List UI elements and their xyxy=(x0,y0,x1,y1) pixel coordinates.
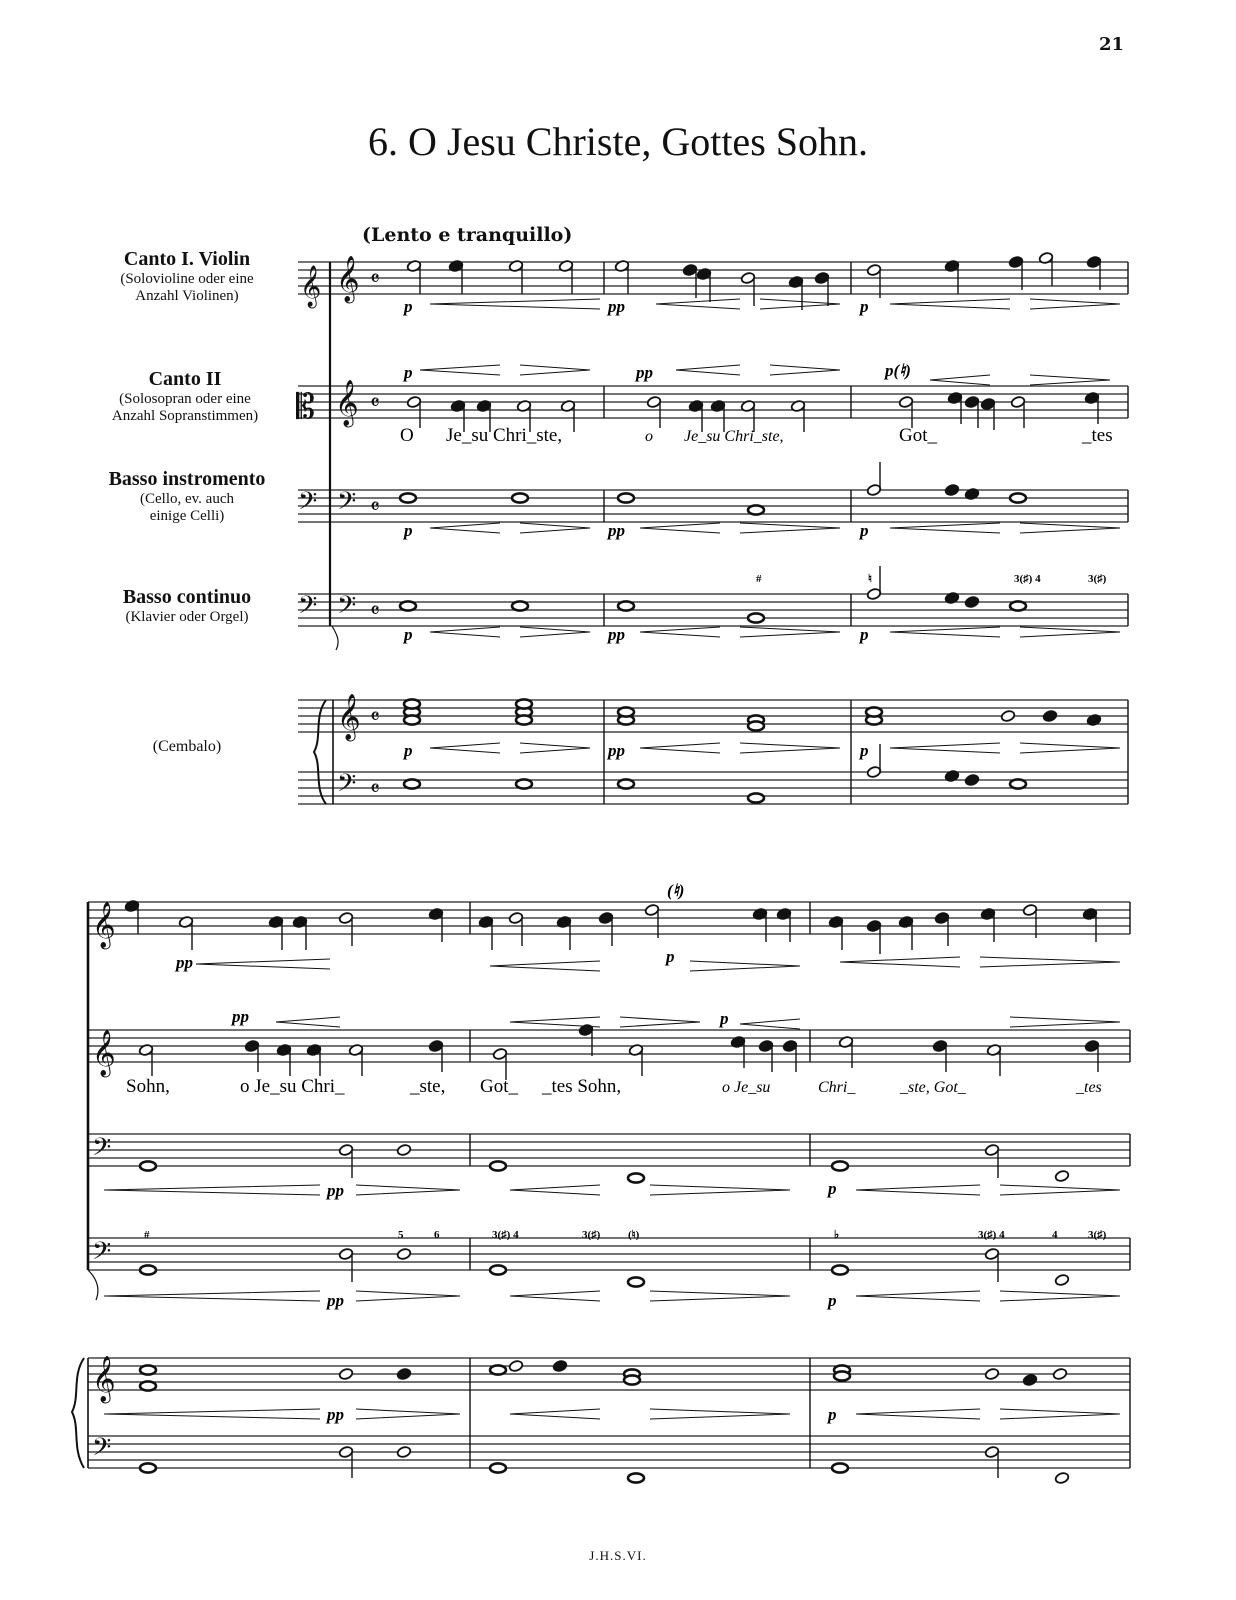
whole-note xyxy=(1010,779,1026,788)
dynamic-mark: pp xyxy=(232,1007,249,1026)
dynamic-mark: (♮) xyxy=(667,881,685,900)
hairpin xyxy=(856,1185,980,1195)
hairpin xyxy=(640,743,720,753)
whole-note xyxy=(140,1463,156,1472)
instrument-detail: (Klavier oder Orgel) xyxy=(125,609,249,625)
whole-note xyxy=(748,505,764,514)
dynamic-mark: p xyxy=(720,1009,729,1028)
note-head xyxy=(1000,710,1015,723)
common-time-icon: 𝄴 xyxy=(370,777,380,802)
lyric-syllable: Je_su Chri_ste, xyxy=(684,428,784,445)
hairpin xyxy=(1000,1291,1120,1301)
figured-bass: # xyxy=(144,1229,150,1241)
lyric-syllable: o Je_su Chri_ xyxy=(240,1076,345,1097)
bass-clef-icon: 𝄢 xyxy=(92,1433,112,1468)
hairpin xyxy=(740,1019,800,1029)
dynamic-mark: p xyxy=(666,947,675,966)
lyric-syllable: o Je_su xyxy=(722,1079,771,1096)
note-head xyxy=(1042,710,1057,723)
whole-note xyxy=(400,601,416,610)
note-head xyxy=(1022,1374,1037,1387)
instrument-name: Basso instromento xyxy=(108,468,266,490)
note-head xyxy=(1054,1170,1069,1183)
instrument-name: Canto II xyxy=(148,368,222,390)
alto-clef-icon: 𝄡 xyxy=(296,387,315,427)
figured-bass: 5 xyxy=(398,1229,404,1241)
dynamic-mark: pp xyxy=(608,521,625,540)
whole-note xyxy=(140,1161,156,1170)
treble-clef-icon: 𝄞 xyxy=(337,694,361,740)
lyric-syllable: _tes Sohn, xyxy=(542,1076,622,1097)
hairpin xyxy=(740,523,840,533)
whole-note xyxy=(748,793,764,802)
figured-bass: 3(♯) xyxy=(1088,1229,1107,1241)
hairpin xyxy=(770,365,840,375)
staff-lines xyxy=(88,262,1130,1468)
lyric-syllable: _ste, Got_ xyxy=(900,1079,966,1096)
note-head xyxy=(396,1446,411,1459)
hairpin xyxy=(430,523,500,533)
whole-note xyxy=(1010,601,1026,610)
note-head xyxy=(396,1248,411,1261)
lyric-syllable: O xyxy=(400,425,414,446)
dynamic-mark: p xyxy=(404,741,413,760)
hairpin xyxy=(520,365,590,375)
note-head xyxy=(944,484,959,497)
figured-bass: # xyxy=(756,573,762,585)
lyric-syllable: _ste, xyxy=(410,1076,446,1097)
dynamic-mark: p xyxy=(860,521,869,540)
figured-bass: 6 xyxy=(434,1229,440,1241)
bass-clef-icon: 𝄢 xyxy=(92,1237,112,1272)
hairpin xyxy=(890,627,1000,637)
whole-note xyxy=(490,1365,506,1374)
whole-note xyxy=(404,699,420,708)
instrument-detail: Anzahl Sopranstimmen) xyxy=(111,408,259,425)
common-time-icon: 𝄴 xyxy=(370,391,380,416)
dynamic-mark: p xyxy=(404,625,413,644)
hairpin xyxy=(650,1185,790,1195)
hairpin xyxy=(1020,743,1120,753)
hairpin xyxy=(490,961,600,971)
hairpin xyxy=(980,957,1120,967)
instrument-name: Basso continuo xyxy=(122,586,252,608)
figured-bass: 3(♯) 4 xyxy=(1014,573,1041,585)
instrument-name: Canto I. Violin xyxy=(123,248,251,270)
tempo-marking: (Lento e tranquillo) xyxy=(362,224,573,246)
hairpin xyxy=(740,627,840,637)
dynamic-mark: p(♮) xyxy=(885,361,911,380)
figured-bass: 3(♯) 4 xyxy=(492,1229,519,1241)
lyric-syllable: _tes xyxy=(1076,1079,1102,1096)
hairpin xyxy=(640,523,720,533)
lyric-syllable: _tes xyxy=(1082,425,1113,446)
hairpin xyxy=(430,743,500,753)
instrument-detail: Anzahl Violinen) xyxy=(135,288,239,305)
hairpin xyxy=(510,1291,600,1301)
hairpin xyxy=(1010,1017,1120,1027)
note-head xyxy=(964,596,979,609)
hairpin xyxy=(856,1409,980,1419)
whole-note xyxy=(140,1381,156,1390)
hairpin xyxy=(1000,1185,1120,1195)
whole-note xyxy=(748,613,764,622)
whole-note xyxy=(624,1375,640,1384)
dynamic-mark: p xyxy=(828,1179,837,1198)
hairpin xyxy=(104,1291,320,1301)
note-head xyxy=(1054,1472,1069,1485)
dynamic-mark: p xyxy=(828,1291,837,1310)
notation-marks xyxy=(72,252,1130,1485)
hairpin xyxy=(1030,299,1120,309)
whole-note xyxy=(140,1265,156,1274)
instrument-detail: (Solosopran oder eine xyxy=(119,391,251,407)
hairpin xyxy=(520,743,590,753)
whole-note xyxy=(618,601,634,610)
figured-bass: 3(♯) xyxy=(582,1229,601,1241)
hairpin xyxy=(640,627,720,637)
hairpin xyxy=(656,299,740,309)
whole-note xyxy=(748,721,764,730)
whole-note xyxy=(1010,493,1026,502)
instrument-detail: (Cello, ev. auch xyxy=(140,491,234,507)
treble-clef-icon: 𝄞 xyxy=(300,266,322,307)
lyric-syllable: Sohn, xyxy=(126,1076,170,1097)
hairpin xyxy=(1030,375,1110,385)
dynamic-mark: p xyxy=(860,297,869,316)
dynamic-mark: pp xyxy=(327,1405,344,1424)
whole-note xyxy=(834,1371,850,1380)
hairpin xyxy=(356,1291,460,1301)
treble-clef-icon: 𝄞 xyxy=(335,380,359,426)
instrument-detail: (Solovioline oder eine xyxy=(120,271,254,287)
dynamic-mark: p xyxy=(860,741,869,760)
figured-bass: 3(♯) xyxy=(1088,573,1107,585)
whole-note xyxy=(516,699,532,708)
dynamic-mark: pp xyxy=(608,741,625,760)
hairpin xyxy=(430,299,600,309)
whole-note xyxy=(832,1265,848,1274)
hairpin xyxy=(356,1185,460,1195)
note-head xyxy=(338,1368,353,1381)
lyric-syllable: Chri_ xyxy=(818,1079,856,1096)
bracket-hook xyxy=(332,626,338,650)
hairpin xyxy=(420,365,500,375)
dynamic-mark: pp xyxy=(608,297,625,316)
hairpin xyxy=(430,627,500,637)
hairpin xyxy=(840,957,960,967)
whole-note xyxy=(618,779,634,788)
treble-clef-icon: 𝄞 xyxy=(92,1030,116,1076)
dynamic-mark: p xyxy=(404,521,413,540)
hairpin xyxy=(520,523,590,533)
dynamic-mark: p xyxy=(860,625,869,644)
dynamic-mark: p xyxy=(404,297,413,316)
hairpin xyxy=(1020,627,1120,637)
dynamic-mark: pp xyxy=(327,1291,344,1310)
whole-note xyxy=(832,1161,848,1170)
dynamic-mark: p xyxy=(828,1405,837,1424)
bass-clef-icon: 𝄢 xyxy=(337,769,357,804)
hairpin xyxy=(1020,523,1120,533)
hairpin xyxy=(104,1409,320,1419)
figured-bass: (♮) xyxy=(628,1229,640,1241)
bracket-hook xyxy=(88,1270,98,1300)
bass-clef-icon: 𝄢 xyxy=(337,591,357,626)
common-time-icon: 𝄴 xyxy=(370,599,380,624)
note-head xyxy=(964,774,979,787)
whole-note xyxy=(628,1277,644,1286)
figured-bass: ♮ xyxy=(868,573,872,585)
hairpin xyxy=(890,299,1010,309)
whole-note xyxy=(404,779,420,788)
whole-note xyxy=(490,1463,506,1472)
lyric-syllable: o xyxy=(645,428,653,445)
piece-title: 6. O Jesu Christe, Gottes Sohn. xyxy=(368,119,868,164)
note-head xyxy=(552,1360,567,1373)
whole-note xyxy=(866,707,882,716)
dynamic-mark: pp xyxy=(608,625,625,644)
hairpin xyxy=(276,1017,340,1027)
hairpin xyxy=(650,1409,790,1419)
page-number: 21 xyxy=(1098,34,1124,55)
note-head xyxy=(508,1360,523,1373)
hairpin xyxy=(856,1291,980,1301)
instrument-name: (Cembalo) xyxy=(152,738,222,755)
figured-bass: ♭ xyxy=(834,1229,840,1241)
hairpin xyxy=(104,1185,320,1195)
common-time-icon: 𝄴 xyxy=(370,495,380,520)
whole-note xyxy=(140,1365,156,1374)
hairpin xyxy=(1000,1409,1120,1419)
treble-clef-icon: 𝄞 xyxy=(92,1356,116,1402)
lyric-syllable: Got_ xyxy=(480,1076,518,1097)
whole-note xyxy=(832,1463,848,1472)
whole-note xyxy=(516,779,532,788)
hairpin xyxy=(356,1409,460,1419)
treble-clef-icon: 𝄞 xyxy=(92,902,116,948)
whole-note xyxy=(628,1473,644,1482)
hairpin xyxy=(930,375,990,385)
hairpin xyxy=(890,743,1000,753)
figured-bass: 4 xyxy=(1052,1229,1058,1241)
whole-note xyxy=(400,493,416,502)
note-head xyxy=(984,1368,999,1381)
treble-clef-icon: 𝄞 xyxy=(336,256,360,302)
bass-clef-icon: 𝄢 xyxy=(92,1133,112,1168)
bass-clef-icon: 𝄢 xyxy=(298,487,318,522)
dynamic-mark: pp xyxy=(327,1181,344,1200)
hairpin xyxy=(740,743,840,753)
hairpin xyxy=(620,1017,700,1027)
bass-clef-icon: 𝄢 xyxy=(337,487,357,522)
bass-clef-icon: 𝄢 xyxy=(298,591,318,626)
brace xyxy=(72,1358,84,1468)
note-head xyxy=(1052,1368,1067,1381)
lyric-syllable: Je_su Chri_ste, xyxy=(446,425,563,446)
hairpin xyxy=(650,1291,790,1301)
lyric-syllable: Got_ xyxy=(899,425,937,446)
hairpin xyxy=(676,365,740,375)
hairpin xyxy=(510,1185,600,1195)
hairpin xyxy=(520,627,590,637)
whole-note xyxy=(512,493,528,502)
dynamic-mark: pp xyxy=(636,363,653,382)
figured-bass: 3(♯) 4 xyxy=(978,1229,1005,1241)
hairpin xyxy=(196,959,330,969)
common-time-icon: 𝄴 xyxy=(370,705,380,730)
note-head xyxy=(396,1144,411,1157)
whole-note xyxy=(404,715,420,724)
whole-note xyxy=(512,601,528,610)
hairpin xyxy=(510,1409,600,1419)
whole-note xyxy=(618,493,634,502)
whole-note xyxy=(490,1161,506,1170)
whole-note xyxy=(516,715,532,724)
dynamic-mark: p xyxy=(404,363,413,382)
hairpin xyxy=(890,523,1000,533)
whole-note xyxy=(628,1173,644,1182)
whole-note xyxy=(618,707,634,716)
footer-signature: J.H.S.VI. xyxy=(589,1548,647,1563)
note-head xyxy=(396,1368,411,1381)
instrument-detail: einige Celli) xyxy=(149,508,225,525)
dynamic-mark: pp xyxy=(176,953,193,972)
note-head xyxy=(1054,1274,1069,1287)
hairpin xyxy=(690,961,800,971)
whole-note xyxy=(490,1265,506,1274)
common-time-icon: 𝄴 xyxy=(370,267,380,292)
